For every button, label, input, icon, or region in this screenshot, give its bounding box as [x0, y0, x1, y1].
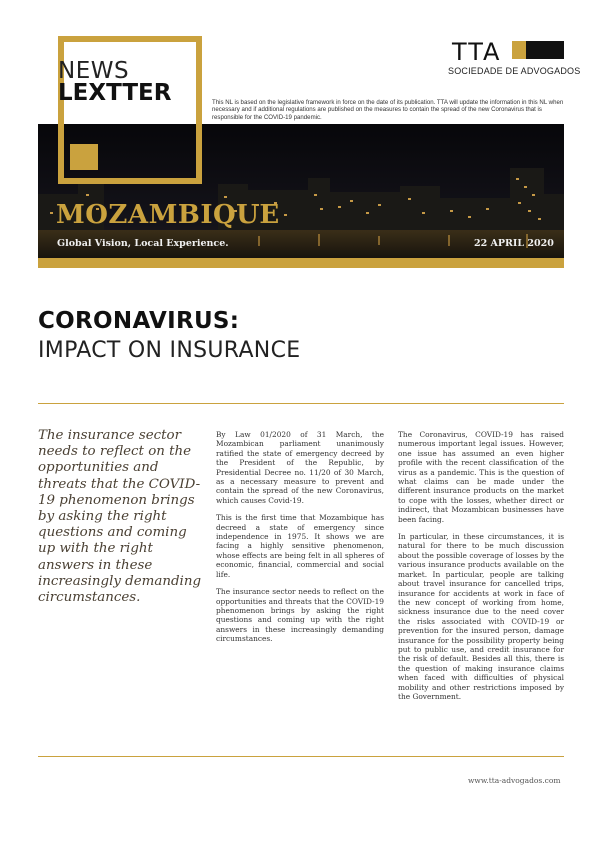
article-title-line2: IMPACT ON INSURANCE	[38, 338, 301, 363]
column-3-paragraph: The Coronavirus, COVID-19 has raised numerous important legal issues. However, one issue has assumed an even higher profile with the recent classification of the virus as a pandemic. This is the question of what claims can be made under the different insurance products on the market to cope with the losses, whether direct or indirect, that Mozambican businesses have been facing.	[398, 430, 564, 524]
masthead-lextter-word: LEXTTER	[58, 80, 172, 106]
masthead-gold-square	[70, 144, 98, 170]
firm-logo-gold-accent	[512, 41, 526, 59]
banner-gold-strip	[38, 258, 564, 268]
banner-tagline: Global Vision, Local Experience.	[57, 238, 229, 249]
firm-subtitle: SOCIEDADE DE ADVOGADOS	[448, 66, 581, 76]
disclaimer-text: This NL is based on the legislative framework in force on the date of its publication. TTA will update the information in this NL when necessary and if additional regulations are published on the measures to contain the spread of the new Coronavirus that is responsible for the COVID-19 pandemic.	[212, 99, 564, 121]
column-2-paragraph: The insurance sector needs to reflect on the opportunities and threats that the COVID-19 phenomenon brings by asking the right questions and coming up with the right answers in these increasingly demanding circumstances.	[216, 587, 384, 644]
column-2-paragraph: By Law 01/2020 of 31 March, the Mozambican parliament unanimously ratified the state of emergency decreed by the President of the Republic, by Presidential Decree no. 11/20 of 30 March, as a necessary measure to prevent and contain the spread of the new Coronavirus, which causes Covid-19.	[216, 430, 384, 505]
banner-country: MOZAMBIQUE	[56, 200, 280, 230]
column-2-paragraph: This is the first time that Mozambique has decreed a state of emergency since independence in 1975. It shows we are facing a highly sensitive phenomenon, whose effects are being felt in all spheres of economic, financial, commercial and social life.	[216, 513, 384, 579]
article-lead: The insurance sector needs to reflect on the opportunities and threats that the COVID-19 phenomenon brings by asking the right questions and coming up with the right answers in these increasingly demanding circumstances.	[38, 428, 202, 606]
banner-date: 22 APRIL 2020	[474, 238, 554, 249]
masthead-news-word: NEWS	[58, 58, 130, 84]
divider-bottom	[38, 756, 564, 757]
footer-website-link[interactable]: www.tta-advogados.com	[468, 776, 561, 785]
divider-top	[38, 403, 564, 404]
firm-logo-text: TTA	[452, 38, 502, 66]
article-title-line1: CORONAVIRUS:	[38, 308, 240, 334]
article-column-3	[398, 430, 564, 709]
column-3-paragraph: In particular, in these circumstances, it is natural for there to be much discussion about the possible coverage of losses by the various insurance products available on the market. In particular, people are talking about travel insurance for cancelled trips, insurance for accidents at work in face of the new concept of working from home, sickness insurance due to the need cover the risks associated with COVID-19 or prevention for the insured person, damage insurance for the possibility property being put to public use, and credit insurance for the risk of default. Besides all this, there is the question of making insurance claims when faced with difficulties of physical mobility and other restrictions imposed by the Government.	[398, 532, 564, 701]
article-column-2	[216, 430, 384, 652]
